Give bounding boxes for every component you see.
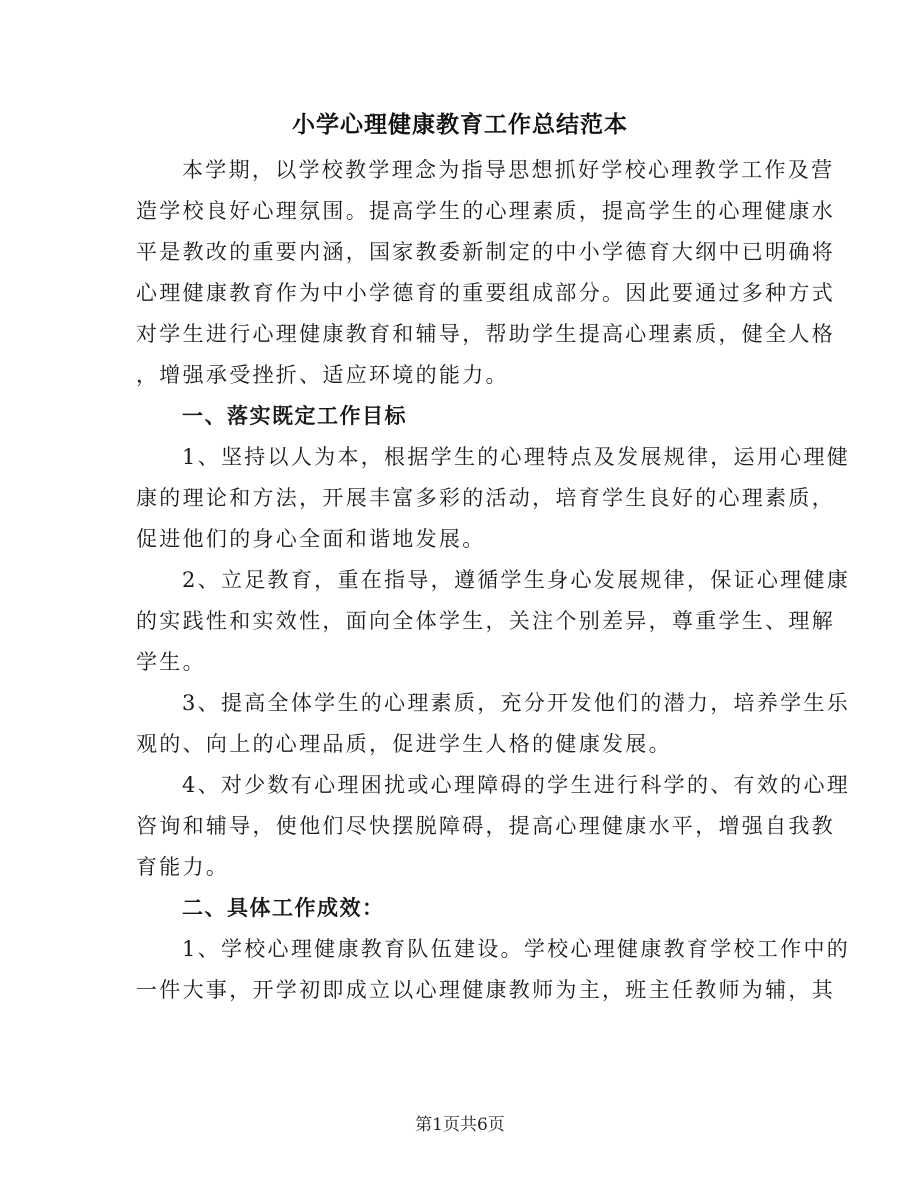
paragraph-line: 造学校良好心理氛围。提高学生的心理素质，提高学生的心理健康水	[136, 199, 835, 223]
paragraph-line: 平是教改的重要内涵，国家教委新制定的中小学德育大纲中已明确将	[136, 240, 835, 264]
section-heading-1: 一、落实既定工作目标	[182, 404, 407, 428]
paragraph-line: 3、提高全体学生的心理素质，充分开发他们的潜力，培养学生乐	[182, 691, 851, 715]
paragraph-line: 2、立足教育，重在指导，遵循学生身心发展规律，保证心理健康	[182, 568, 851, 592]
section-heading-2: 二、具体工作成效：	[182, 896, 385, 920]
paragraph-line: 1、学校心理健康教育队伍建设。学校心理健康教育学校工作中的	[182, 937, 851, 961]
paragraph-line: 对学生进行心理健康教育和辅导，帮助学生提高心理素质，健全人格	[136, 322, 835, 346]
paragraph-line: 一件大事，开学初即成立以心理健康教师为主，班主任教师为辅，其	[136, 978, 835, 1002]
paragraph-line: 学生。	[136, 650, 206, 674]
paragraph-line: 咨询和辅导，使他们尽快摆脱障碍，提高心理健康水平，增强自我教	[136, 814, 835, 838]
paragraph-line: 本学期，以学校教学理念为指导思想抓好学校心理教学工作及营	[182, 158, 835, 182]
paragraph-line: 促进他们的身心全面和谐地发展。	[136, 527, 486, 551]
document-title: 小学心理健康教育工作总结范本	[292, 112, 628, 138]
paragraph-line: 康的理论和方法，开展丰富多彩的活动，培育学生良好的心理素质，	[136, 486, 835, 510]
document-body	[136, 150, 851, 1011]
page-number-footer: 第1页共6页	[415, 1115, 505, 1135]
paragraph-line: 育能力。	[136, 855, 230, 879]
paragraph-line: 1、坚持以人为本，根据学生的心理特点及发展规律，运用心理健	[182, 445, 851, 469]
paragraph-line: 心理健康教育作为中小学德育的重要组成部分。因此要通过多种方式	[136, 281, 835, 305]
paragraph-line: ，增强承受挫折、适应环境的能力。	[136, 363, 509, 387]
paragraph-line: 的实践性和实效性，面向全体学生，关注个别差异，尊重学生、理解	[136, 609, 835, 633]
paragraph-line: 观的、向上的心理品质，促进学生人格的健康发展。	[136, 732, 672, 756]
paragraph-line: 4、对少数有心理困扰或心理障碍的学生进行科学的、有效的心理	[182, 773, 851, 797]
